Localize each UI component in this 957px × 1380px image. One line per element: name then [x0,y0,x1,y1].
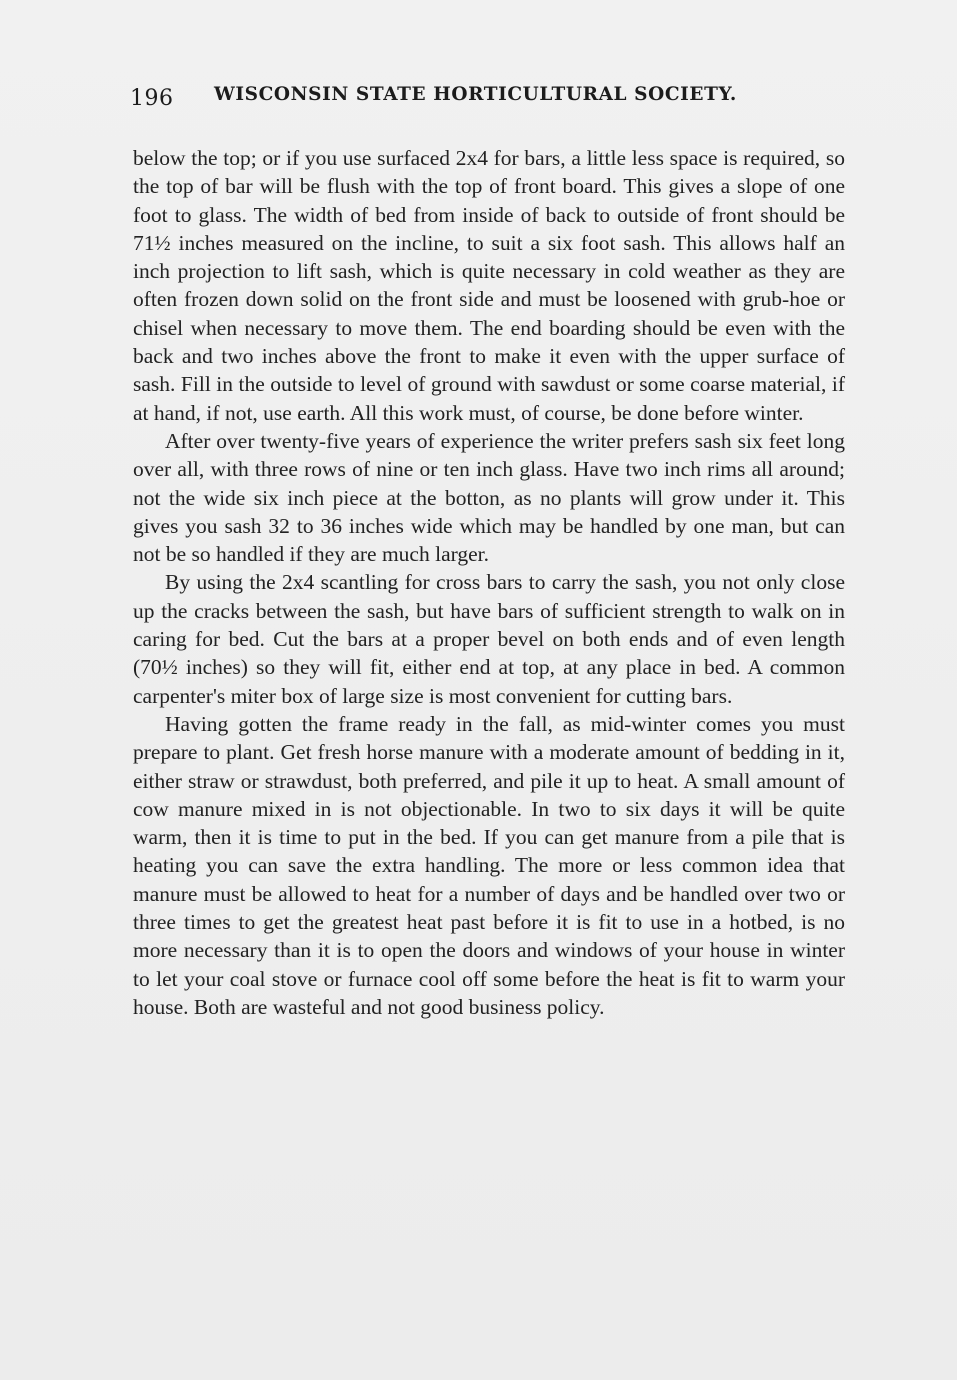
running-head: WISCONSIN STATE HORTICULTURAL SOCIETY. [214,84,737,105]
page-number: 196 [130,86,174,111]
paragraph: By using the 2x4 scantling for cross bars to carry the sash, you not only close up the cracks between the sash, but have bars of sufficient strength to walk on in caring for bed. Cut the bars at a proper bevel on both ends and of even length (70½ inches) so they will fit, either end at top, at any place in bed. A common carpenter's miter box of large size is most convenient for cutting bars. [133,570,845,708]
paragraph: below the top; or if you use surfaced 2x4 for bars, a little less space is required, so the top of bar will be flush with the top of front board. This gives a slope of one foot to glass. The width of bed from inside of back to outside of front should be 71½ inches measured on the incline, to suit a six foot sash. This allows half an inch projection to lift sash, which is quite necessary in cold weather as they are often frozen down solid on the front side and must be loosened with grub-hoe or chisel when necessary to move them. The end boarding should be even with the back and two inches above the front to make it even with the upper surface of sash. Fill in the outside to level of ground with sawdust or some coarse material, if at hand, if not, use earth. All this work must, of course, be done before winter. [133,146,845,425]
paragraph: After over twenty-five years of experience the writer prefers sash six feet long over all, with three rows of nine or ten inch glass. Have two inch rims all around; not the wide six inch piece at the botton, as no plants will grow under it. This gives you sash 32 to 36 inches wide which may be handled by one man, but can not be so handled if they are much larger. [133,428,845,567]
page-header [130,84,830,116]
paragraph: Having gotten the frame ready in the fall, as mid-winter comes you must prepare to plant. Get fresh horse manure with a moderate amount of bedding in it, either straw or strawdust, both preferred, and pile it up to heat. A small amount of cow manure mixed in is not objectionable. In two to six days it will be quite warm, then it is time to put in the bed. If you can get manure from a pile that is heating you can save the extra handling. The more or less common idea that manure must be allowed to heat for a number of days and be handled over two or three times to get the greatest heat past before it is fit to use in a hotbed, is no more necessary than it is to open the doors and windows of your house in winter to let your coal stove or furnace cool off some before the heat is fit to warm your house. Both are wasteful and not good business policy. [133,711,845,1019]
body-text [133,144,845,1021]
